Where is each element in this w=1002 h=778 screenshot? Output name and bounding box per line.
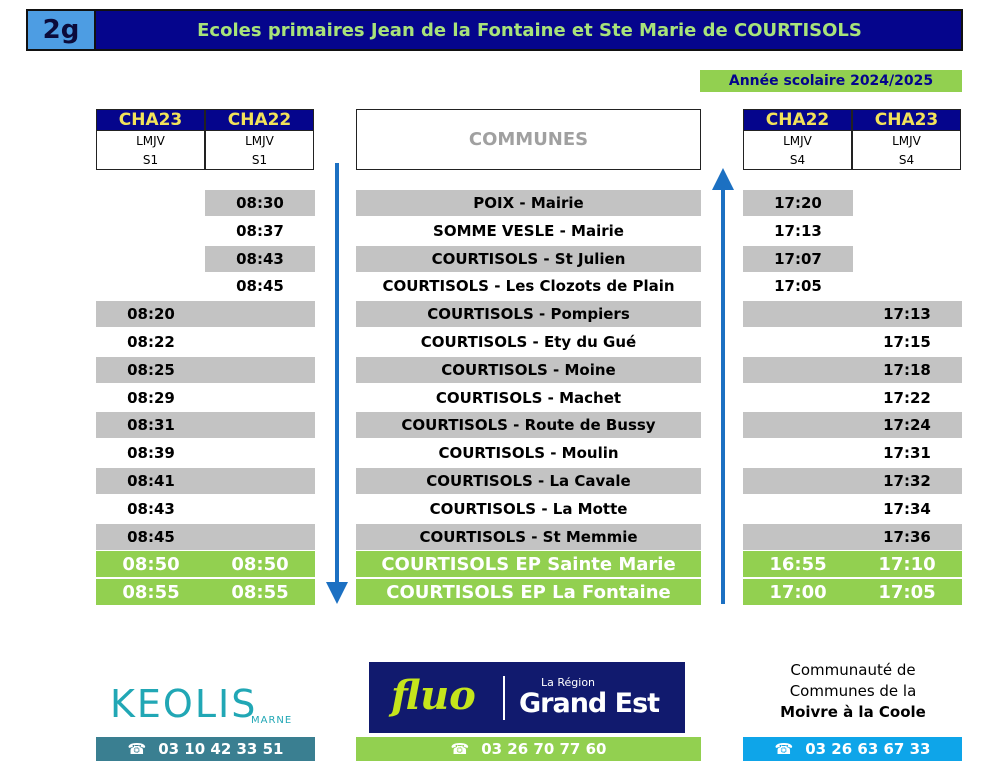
stop-name: COURTISOLS EP La Fontaine: [356, 579, 701, 605]
departure-time: 17:13: [774, 222, 822, 240]
departure-time: 17:05: [774, 277, 822, 295]
service-days: LMJV: [783, 133, 812, 148]
stop-name: COURTISOLS - Les Clozots de Plain: [382, 277, 675, 295]
departure-time: [96, 246, 206, 272]
stop-name: COURTISOLS EP Sainte Marie: [356, 551, 701, 577]
stop-name: COURTISOLS - St Memmie: [356, 524, 701, 550]
departure-time: [743, 468, 853, 494]
route-number: 2g: [28, 11, 96, 49]
departure-time: 08:37: [236, 222, 284, 240]
service-period: S1: [142, 152, 159, 167]
cc-line-1: Communauté de: [790, 661, 916, 679]
stop-name: COURTISOLS - St Julien: [356, 246, 701, 272]
grand-est-wordmark: Grand Est: [519, 688, 660, 719]
line-code: CHA22: [206, 110, 313, 131]
stop-name: COURTISOLS - Moulin: [438, 444, 619, 462]
departure-time: [205, 440, 315, 466]
keolis-phone-number: 03 10 42 33 51: [158, 740, 284, 758]
departure-time: 17:13: [852, 301, 962, 327]
communes-header: COMMUNES: [356, 109, 701, 170]
departure-time: 17:05: [852, 579, 962, 605]
line-code: CHA23: [853, 110, 960, 131]
outbound-direction-arrow: [335, 163, 339, 588]
keolis-phone-bar[interactable]: [96, 737, 315, 761]
departure-time: [743, 329, 853, 355]
departure-time: 08:43: [127, 500, 175, 518]
departure-time: 17:15: [883, 333, 931, 351]
departure-time: 17:00: [743, 579, 853, 605]
inbound-direction-arrow: [721, 186, 725, 604]
departure-time: 17:32: [852, 468, 962, 494]
departure-time: [743, 440, 853, 466]
fluo-wordmark: fluo: [391, 672, 476, 719]
line-code: CHA22: [744, 110, 851, 131]
keolis-logo: [110, 682, 300, 732]
service-days: LMJV: [245, 133, 274, 148]
fluo-phone-number: 03 26 70 77 60: [481, 740, 607, 758]
departure-time: 17:07: [743, 246, 853, 272]
departure-time: 08:45: [236, 277, 284, 295]
service-period: S4: [789, 152, 806, 167]
departure-time: 08:20: [96, 301, 206, 327]
departure-time: 17:10: [852, 551, 962, 577]
departure-time: [852, 190, 962, 216]
departure-time: 08:55: [96, 579, 206, 605]
departure-time: 17:20: [743, 190, 853, 216]
departure-time: [205, 329, 315, 355]
departure-time: 17:18: [852, 357, 962, 383]
stop-name: COURTISOLS - Machet: [435, 389, 622, 407]
departure-time: [743, 301, 853, 327]
departure-time: 08:45: [96, 524, 206, 550]
departure-time: 08:22: [127, 333, 175, 351]
departure-time: 16:55: [743, 551, 853, 577]
departure-time: [743, 524, 853, 550]
departure-time: [96, 190, 206, 216]
service-period: S1: [251, 152, 268, 167]
departure-time: [205, 524, 315, 550]
stop-name: SOMME VESLE - Mairie: [433, 222, 624, 240]
stop-name: COURTISOLS - Moine: [356, 357, 701, 383]
line-code: CHA23: [97, 110, 204, 131]
community-authority-name: [745, 660, 961, 723]
stop-name: COURTISOLS - Route de Bussy: [356, 412, 701, 438]
departure-time: [743, 385, 853, 411]
departure-time: 08:39: [127, 444, 175, 462]
inbound-column-1-header: [743, 109, 852, 170]
departure-time: [205, 412, 315, 438]
departure-time: [743, 357, 853, 383]
stop-name: COURTISOLS - La Motte: [429, 500, 628, 518]
outbound-column-2-header: [205, 109, 314, 170]
logo-divider: [503, 676, 505, 720]
departure-time: [205, 357, 315, 383]
departure-time: 17:22: [883, 389, 931, 407]
stop-name: COURTISOLS - Ety du Gué: [420, 333, 637, 351]
departure-time: 08:50: [96, 551, 206, 577]
departure-time: [852, 273, 962, 299]
departure-time: 17:24: [852, 412, 962, 438]
arrow-up-icon: [712, 168, 734, 190]
fluo-phone-bar[interactable]: [356, 737, 701, 761]
departure-time: 17:31: [883, 444, 931, 462]
departure-time: 08:31: [96, 412, 206, 438]
departure-time: [205, 468, 315, 494]
school-year-badge: Année scolaire 2024/2025: [700, 70, 962, 92]
departure-time: 08:29: [127, 389, 175, 407]
keolis-wordmark: KEOLIS: [110, 682, 258, 726]
service-period: S4: [898, 152, 915, 167]
cc-phone-number: 03 26 63 67 33: [805, 740, 931, 758]
inbound-column-2-header: [852, 109, 961, 170]
outbound-column-1-header: [96, 109, 205, 170]
region-label: La Région: [541, 676, 596, 689]
cc-phone-bar[interactable]: [743, 737, 962, 761]
departure-time: 08:55: [205, 579, 315, 605]
departure-time: [852, 246, 962, 272]
route-header: [26, 9, 963, 51]
telephone-icon: ☎: [774, 740, 794, 758]
departure-time: [205, 496, 315, 522]
telephone-icon: ☎: [127, 740, 147, 758]
service-days: LMJV: [136, 133, 165, 148]
departure-time: [205, 301, 315, 327]
stop-name: COURTISOLS - Pompiers: [356, 301, 701, 327]
cc-line-3: Moivre à la Coole: [780, 703, 926, 721]
departure-time: 17:36: [852, 524, 962, 550]
departure-time: [205, 385, 315, 411]
telephone-icon: ☎: [450, 740, 470, 758]
departure-time: 08:25: [96, 357, 206, 383]
page-title: Ecoles primaires Jean de la Fontaine et Ste Marie de COURTISOLS: [197, 19, 862, 41]
departure-time: 08:41: [96, 468, 206, 494]
cc-line-2: Communes de la: [789, 682, 917, 700]
departure-time: [743, 496, 853, 522]
departure-time: 08:50: [205, 551, 315, 577]
stop-name: POIX - Mairie: [356, 190, 701, 216]
departure-time: 17:34: [883, 500, 931, 518]
departure-time: [96, 273, 206, 299]
service-days: LMJV: [892, 133, 921, 148]
departure-time: 08:43: [205, 246, 315, 272]
departure-time: [852, 218, 962, 244]
fluo-grand-est-logo: [369, 662, 685, 733]
departure-time: [743, 412, 853, 438]
departure-time: [96, 218, 206, 244]
departure-time: 08:30: [205, 190, 315, 216]
arrow-down-icon: [326, 582, 348, 606]
keolis-subtitle: MARNE: [251, 715, 293, 726]
stop-name: COURTISOLS - La Cavale: [356, 468, 701, 494]
